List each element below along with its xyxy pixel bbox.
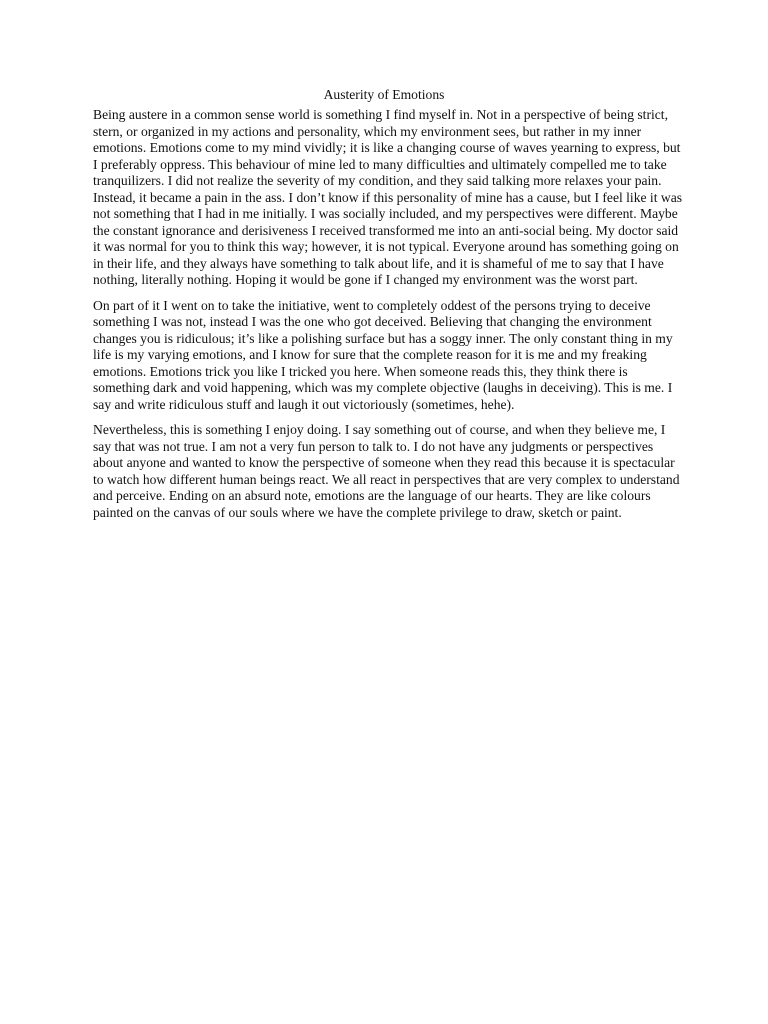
document-title: Austerity of Emotions bbox=[323, 87, 445, 102]
document-body bbox=[93, 107, 683, 530]
paragraph-3: Nevertheless, this is something I enjoy doing. I say something out of course, and when they believe me, I say that was not true. I am not a very fun person to talk to. I do not have any judgments or perspectives about anyone and wanted to know the perspective of someone when they read this because it is spectacular to watch how different human beings react. We all react in perspectives that are very complex to understand and perceive. Ending on an absurd note, emotions are the language of our hearts. They are like colours painted on the canvas of our souls where we have the complete privilege to draw, sketch or paint. bbox=[93, 422, 680, 520]
paragraph-1: Being austere in a common sense world is something I find myself in. Not in a perspective of being strict, stern, or organized in my actions and personality, which my environment sees, but rather in my inner emotions. Emotions come to my mind vividly; it is like a changing course of waves yearning to express, but I preferably oppress. This behaviour of mine led to many difficulties and ultimately compelled me to take tranquilizers. I did not realize the severity of my condition, and they said talking more relaxes your pain. Instead, it became a pain in the ass. I don’t know if this personality of mine has a cause, but I feel like it was not something that I had in me initially. I was socially included, and my perspectives were different. Maybe the constant ignorance and derisiveness I received transformed me into an anti-social being. My doctor said it was normal for you to think this way; however, it is not typical. Everyone around has something going on in their life, and they always have something to talk about life, and it is shameful of me to say that I have nothing, literally nothing. Hoping it would be gone if I changed my environment was the worst part. bbox=[93, 107, 683, 287]
paragraph-2: On part of it I went on to take the initiative, went to completely oddest of the persons trying to deceive something I was not, instead I was the one who got deceived. Believing that changing the environment changes you is ridiculous; it’s like a polishing surface but has a soggy inner. The only constant thing in my life is my varying emotions, and I know for sure that the complete reason for it is me and my freaking emotions. Emotions trick you like I tricked you here. When someone reads this, they think there is something dark and void happening, which was my complete objective (laughs in deceiving). This is me. I say and write ridiculous stuff and laugh it out victoriously (sometimes, hehe). bbox=[93, 297, 673, 412]
